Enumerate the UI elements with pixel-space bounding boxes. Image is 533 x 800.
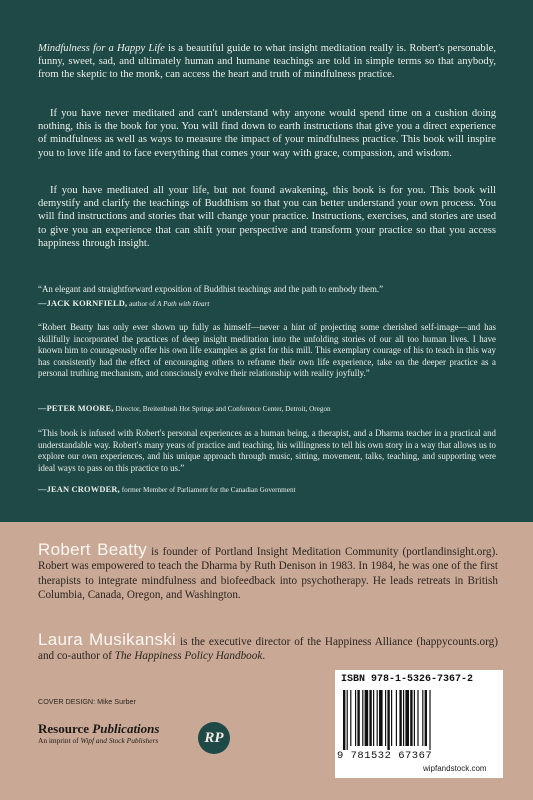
publisher-website: wipfandstock.com bbox=[423, 764, 487, 773]
endorsement-quote-2: “Robert Beatty has only ever shown up fully as himself—never a hint of projecting some cherished self-image—and has skillfully incorporated the practices of deep insight meditation into the unfolding stories of our all too human lives. I have known him to courageously offer his own life examples as grist for this mill. This exemplary courage of his to teach in this way has consistently had the effect of encouraging others to reframe their own life experience, take on the deeper practice as a personal truthing mechanism, and consciously evolve their relationship with reality joyfully.” bbox=[38, 322, 496, 379]
barcode-stripe bbox=[403, 690, 404, 746]
author-bio-1 bbox=[38, 540, 499, 603]
barcode-stripe bbox=[343, 690, 345, 750]
barcode-stripe bbox=[357, 690, 359, 746]
publisher-name bbox=[38, 722, 159, 736]
barcode-stripe bbox=[385, 690, 386, 746]
endorser-role: author of bbox=[127, 300, 158, 308]
barcode-stripe bbox=[429, 690, 430, 750]
publisher-name-part: Resource bbox=[38, 721, 93, 736]
barcode-stripe bbox=[399, 690, 401, 746]
endorser-name: —PETER MOORE, bbox=[38, 404, 114, 413]
barcode-stripe bbox=[369, 690, 371, 746]
imprint-label: An imprint of bbox=[38, 736, 81, 745]
cover-design-credit: COVER DESIGN: Mike Surber bbox=[38, 697, 136, 706]
barcode-stripe bbox=[379, 690, 383, 746]
barcode-stripe bbox=[422, 690, 423, 746]
barcode-digits: 9 781532 67367 bbox=[337, 750, 433, 762]
barcode-stripe bbox=[350, 690, 351, 746]
barcode-stripe bbox=[362, 690, 363, 746]
blurb-paragraph-3: If you have meditated all your life, but not found awakening, this book is for you. This book will demystify and clarify the teachings of Buddhism so that you can better understand your own process. You will find instructions and stories that will change your practice. Instructions, exercises, and stories are used to give you an experience that can shift your perspective and transform your practice so that you access happiness through insight. bbox=[38, 185, 496, 249]
author-bio-2 bbox=[38, 630, 498, 664]
endorser-role: Director, Breitenbush Hot Springs and Conference Center, Detroit, Oregon bbox=[113, 405, 331, 413]
blurb-paragraph-2: If you have never meditated and can't understand why anyone would spend time on a cushion doing nothing, this is the book for you. You will find down to earth instructions that give you a direct experience of mindfulness as well as ways to measure the impact of your mindfulness practice. This book will inspire you to love life and to face everything that comes your way with grace, compassion, and wisdom. bbox=[38, 108, 496, 159]
endorsement-attribution-1 bbox=[38, 298, 508, 310]
isbn-number: ISBN 978-1-5326-7367-2 bbox=[341, 674, 474, 685]
sentence-end: . bbox=[262, 650, 266, 663]
publisher-name-part: Publications bbox=[92, 721, 160, 736]
endorser-role: former Member of Parliament for the Canadian Government bbox=[119, 486, 296, 494]
publisher-block bbox=[38, 722, 159, 746]
endorsement-quote-1: “An elegant and straightforward exposition of Buddhist teachings and the path to embody them.” bbox=[38, 284, 384, 294]
barcode-stripe bbox=[410, 690, 412, 746]
barcode-stripe bbox=[347, 690, 348, 750]
barcode-stripe bbox=[417, 690, 418, 746]
barcode-stripe bbox=[425, 690, 427, 746]
coauthored-book: The Happiness Policy Handbook bbox=[114, 650, 263, 663]
barcode-stripe bbox=[387, 690, 389, 750]
endorsement-quote-3: “This book is infused with Robert's personal experiences as a human being, a therapist, and a Dharma teacher in a practical and understandable way. Robert's many years of practice and teaching, his willingness to tell his own story in a way that allows us to explore our own experiences, and his unique approach through music, sitting, movement, talks, teaching, and supporting were ideal ways to pass on this practice to us.” bbox=[38, 428, 496, 473]
author-name: Laura Musikanski bbox=[38, 630, 177, 649]
barcode-stripe bbox=[373, 690, 374, 746]
author-bio-text: is founder of Portland Insight Meditation Community (portlandinsight.org). Robert was empowered to teach the Dharma by Ruth Denison in 1983. In 1984, he was one of the first therapists to integrate mindfulness and biofeedback into psychotherapy. He leads retreats in British Columbia, Canada, Oregon, and Washington. bbox=[38, 546, 499, 602]
endorser-name: —JACK KORNFIELD, bbox=[38, 299, 128, 308]
barcode-stripe bbox=[377, 690, 378, 746]
barcode-stripe bbox=[355, 690, 356, 746]
blurb-paragraph-1-text: is a beautiful guide to what insight meditation really is. Robert's personable, funny, sweet, sad, and ultimately human and humane teachings are told in simple terms so that anybody, from the skeptic to the monk, can access the heart and truth of mindfulness practice. bbox=[38, 43, 496, 81]
endorsement-attribution-2 bbox=[38, 403, 508, 415]
author-bio-text: is the executive director of the Happiness Alliance (happycounts.org) and co-author of bbox=[38, 636, 498, 663]
endorsement-attribution-3 bbox=[38, 484, 508, 496]
barcode-stripe bbox=[414, 690, 415, 746]
publisher-logo-icon: RP bbox=[198, 722, 230, 754]
barcode-stripe bbox=[405, 690, 409, 746]
endorser-name: —JEAN CROWDER, bbox=[38, 485, 120, 494]
author-name: Robert Beatty bbox=[38, 540, 148, 559]
barcode-stripe bbox=[396, 690, 397, 746]
endorser-work: A Path with Heart bbox=[157, 300, 210, 308]
blurb-paragraph-1 bbox=[38, 42, 496, 82]
isbn-barcode bbox=[335, 670, 503, 778]
publisher-imprint bbox=[38, 736, 159, 746]
barcode-stripe bbox=[365, 690, 369, 746]
book-title: Mindfulness for a Happy Life bbox=[38, 43, 165, 54]
imprint-name: Wipf and Stock Publishers bbox=[80, 736, 159, 745]
barcode-stripe bbox=[391, 690, 392, 746]
barcode-bars bbox=[343, 690, 463, 750]
